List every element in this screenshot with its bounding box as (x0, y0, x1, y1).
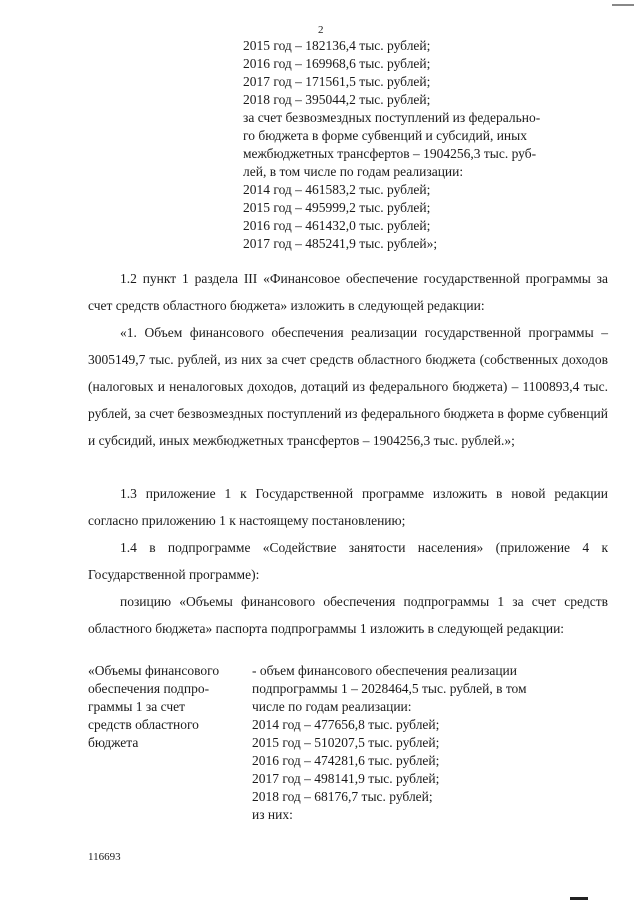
text-line: средств областного (88, 717, 199, 732)
text-line: числе по годам реализации: (252, 699, 412, 714)
paragraph-1-4: 1.4 в подпрограмме «Содействие занятости населения» (приложение 4 к Государственной программе): (88, 540, 608, 582)
paragraph-1-3: 1.3 приложение 1 к Государственной программе изложить в новой редакции согласно приложению 1 к настоящему постановлению; (88, 486, 608, 528)
page-number: 2 (318, 24, 324, 36)
text-line: 2017 год – 485241,9 тыс. рублей»; (243, 236, 438, 251)
text-line: 2015 год – 182136,4 тыс. рублей; (243, 38, 431, 53)
text-line: 2016 год – 461432,0 тыс. рублей; (243, 218, 431, 233)
text-line: лей, в том числе по годам реализации: (243, 164, 464, 179)
text-line: «Объемы финансового (88, 663, 220, 678)
text-line: бюджета (88, 735, 139, 750)
document-code: 116693 (88, 851, 121, 863)
text-line: 2017 год – 171561,5 тыс. рублей; (243, 74, 431, 89)
text-line: го бюджета в форме субвенций и субсидий, иных (243, 128, 527, 143)
text-line: из них: (252, 807, 293, 822)
text-line: 2017 год – 498141,9 тыс. рублей; (252, 771, 440, 786)
scan-mark-top (612, 4, 634, 6)
text-line: межбюджетных трансфертов – 1904256,3 тыс. руб- (243, 146, 537, 161)
paragraph-funding-quote: «1. Объем финансового обеспечения реализации государственной программы – 3005149,7 тыс. рублей, из них за счет средств областного бюджета (собственных доходов (налоговых и неналоговых доходов, дотаций из федерального бюджета) – 1100893,4 тыс. рублей, за счет безвозмездных поступлений из федерального бюджета в форме субвенций и субсидий, иных межбюджетных трансфертов – 1904256,3 тыс. рублей.»; (88, 325, 608, 448)
table-value-cell (252, 662, 552, 824)
text-line: 2016 год – 474281,6 тыс. рублей; (252, 753, 440, 768)
text-line: за счет безвозмездных поступлений из федерально- (243, 110, 541, 125)
text-line: 2015 год – 510207,5 тыс. рублей; (252, 735, 440, 750)
text-line: обеспечения подпро- (88, 681, 210, 696)
text-line: 2014 год – 477656,8 тыс. рублей; (252, 717, 440, 732)
text-line: подпрограммы 1 – 2028464,5 тыс. рублей, в том (252, 681, 527, 696)
text-line: 2018 год – 68176,7 тыс. рублей; (252, 789, 433, 804)
continuation-block (243, 37, 541, 253)
table-label-cell (88, 662, 248, 752)
text-line: 2015 год – 495999,2 тыс. рублей; (243, 200, 431, 215)
text-line: 2014 год – 461583,2 тыс. рублей; (243, 182, 431, 197)
text-line: граммы 1 за счет (88, 699, 186, 714)
paragraph-1-2: 1.2 пункт 1 раздела III «Финансовое обеспечение государственной программы за счет средств областного бюджета» изложить в следующей редакции: (88, 271, 608, 313)
text-line: 2018 год – 395044,2 тыс. рублей; (243, 92, 431, 107)
text-line: - объем финансового обеспечения реализации (252, 663, 517, 678)
text-line: 2016 год – 169968,6 тыс. рублей; (243, 56, 431, 71)
scan-mark-bottom (570, 897, 588, 900)
paragraph-position: позицию «Объемы финансового обеспечения подпрограммы 1 за счет средств областного бюджета» паспорта подпрограммы 1 изложить в следующей редакции: (88, 594, 608, 636)
